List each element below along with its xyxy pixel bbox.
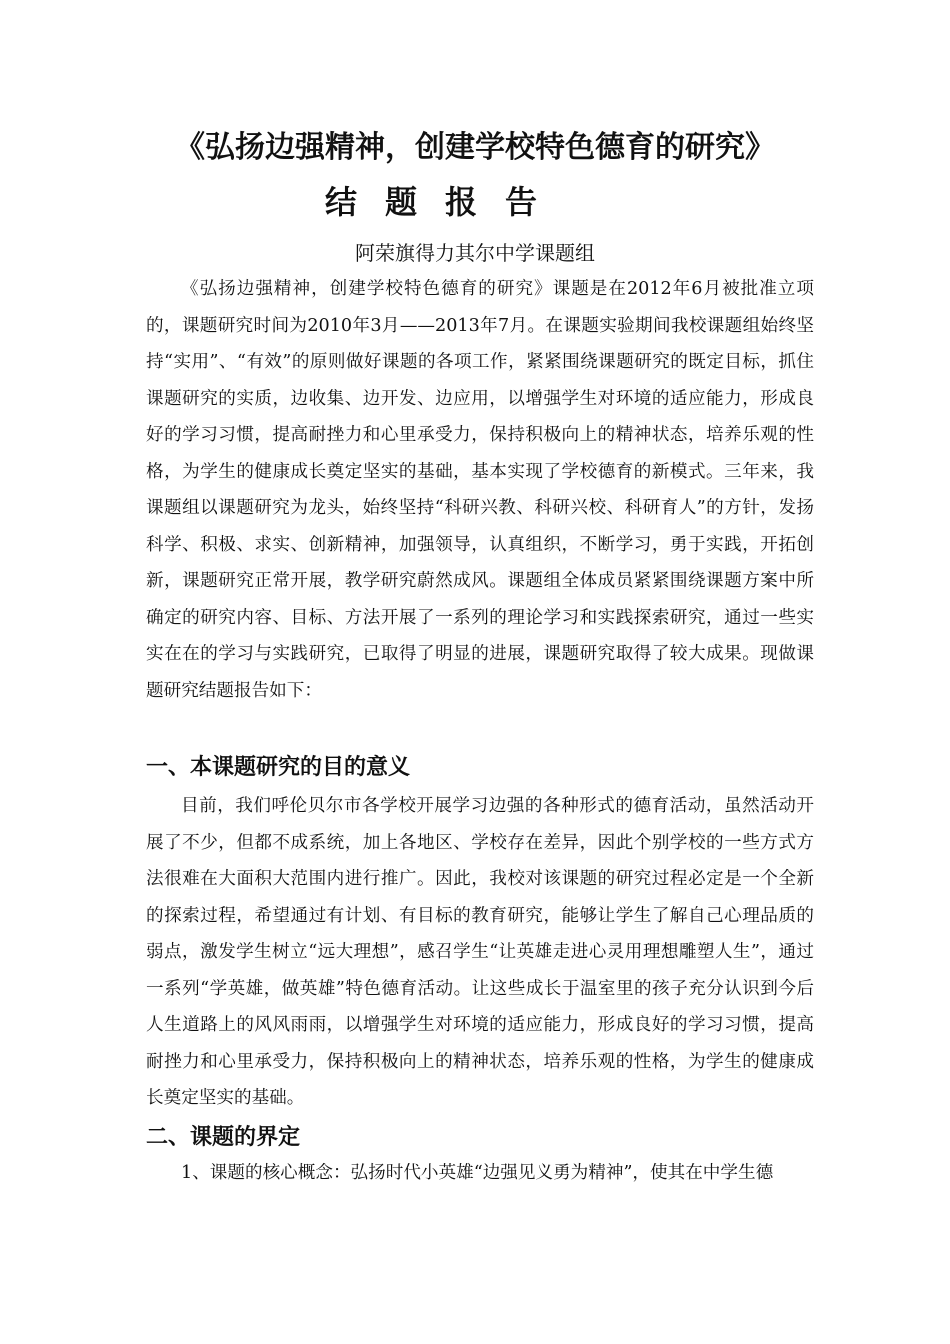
intro-paragraph: 《弘扬边强精神，创建学校特色德育的研究》课题是在2012年6月被批准立项的，课题研究时间为2010年3月——2013年7月。在课题实验期间我校课题组始终坚持“实用”、“有效”的原则做好课题的各项工作，紧紧围绕课题研究的既定目标，抓住课题研究的实质，边收集、边开发、边应用，以增强学生对环境的适应能力，形成良好的学习习惯，提高耐挫力和心里承受力，保持积极向上的精神状态，培养乐观的性格，为学生的健康成长奠定坚实的基础，基本实现了学校德育的新模式。三年来，我课题组以课题研究为龙头，始终坚持“科研兴教、科研兴校、科研育人”的方针，发扬科学、积极、求实、创新精神，加强领导，认真组织，不断学习，勇于实践，开拓创新，课题研究正常开展，教学研究蔚然成风。课题组全体成员紧紧围绕课题方案中所确定的研究内容、目标、方法开展了一系列的理论学习和实践探索研究，通过一些实实在在的学习与实践研究，已取得了明显的进展，课题研究取得了较大成果。现做课题研究结题报告如下： bbox=[146, 279, 814, 701]
document-title: 《弘扬边强精神，创建学校特色德育的研究》 bbox=[175, 130, 775, 165]
section-heading-definition: 二、课题的界定 bbox=[146, 1125, 301, 1150]
section-body-purpose: 目前，我们呼伦贝尔市各学校开展学习边强的各种形式的德育活动，虽然活动开展了不少，但都不成系统，加上各地区、学校存在差异，因此个别学校的一些方式方法很难在大面积大范围内进行推广。因此，我校对该课题的研究过程必定是一个全新的探索过程，希望通过有计划、有目标的教育研究，能够让学生了解自己心理品质的弱点，激发学生树立“远大理想”，感召学生“让英雄走进心灵用理想雕塑人生”，通过一系列“学英雄，做英雄”特色德育活动。让这些成长于温室里的孩子充分认识到今后人生道路上的风风雨雨，以增强学生对环境的适应能力，形成良好的学习习惯，提高耐挫力和心里承受力，保持积极向上的精神状态，培养乐观的性格，为学生的健康成长奠定坚实的基础。 bbox=[146, 796, 814, 1108]
document-subtitle: 结题报告 bbox=[324, 183, 565, 221]
section-body-definition: 1、课题的核心概念：弘扬时代小英雄“边强见义勇为精神”，使其在中学生德 bbox=[181, 1163, 774, 1183]
author-line: 阿荣旗得力其尔中学课题组 bbox=[355, 241, 595, 265]
section-heading-purpose: 一、本课题研究的目的意义 bbox=[146, 755, 411, 780]
